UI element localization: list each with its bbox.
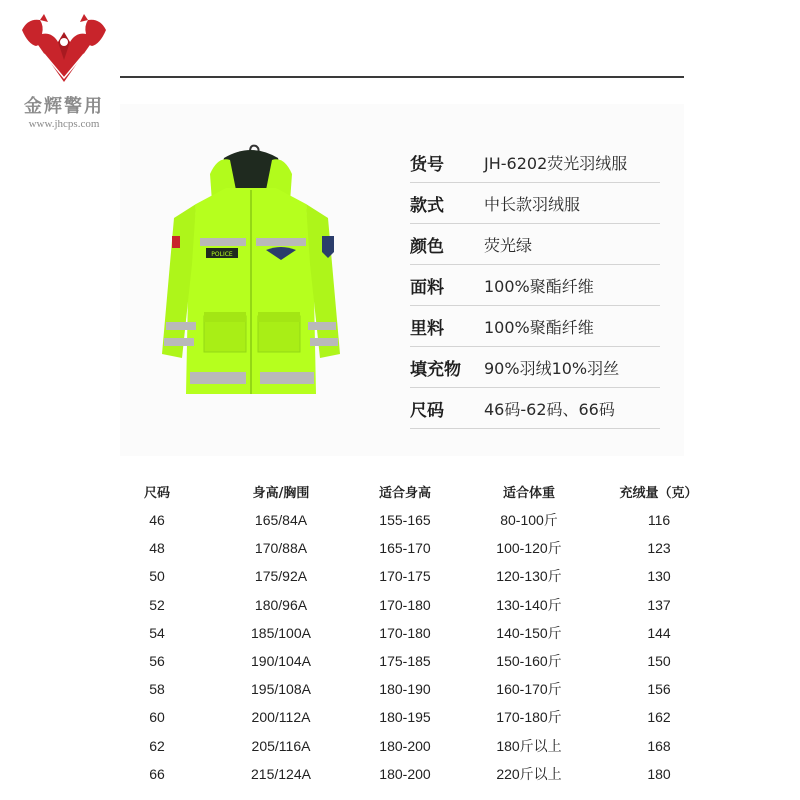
size-chart-table bbox=[95, 476, 715, 788]
spec-value: 100%聚酯纤维 bbox=[484, 317, 594, 337]
spec-row-filling bbox=[410, 347, 660, 388]
cell-size: 62 bbox=[149, 737, 165, 754]
cell-fit-height: 170-180 bbox=[379, 624, 431, 641]
table-row bbox=[95, 562, 715, 590]
horse-shield-logo-icon bbox=[14, 12, 114, 92]
table-row bbox=[95, 506, 715, 534]
cell-fit-height: 180-200 bbox=[379, 765, 431, 782]
spec-label: 里料 bbox=[410, 318, 444, 339]
cell-down-weight: 123 bbox=[647, 540, 671, 557]
brand-logo bbox=[8, 12, 118, 132]
column-header: 适合体重 bbox=[502, 485, 555, 501]
cell-height-chest: 165/84A bbox=[254, 512, 308, 529]
cell-height-chest: 215/124A bbox=[251, 765, 311, 782]
table-header-row bbox=[95, 476, 715, 506]
spec-label: 填充物 bbox=[410, 359, 461, 380]
cell-down-weight: 144 bbox=[647, 624, 671, 641]
brand-name: 金辉警用 bbox=[24, 96, 104, 117]
spec-value: 荧光绿 bbox=[484, 235, 533, 255]
spec-label: 货号 bbox=[410, 154, 444, 175]
table-row bbox=[95, 534, 715, 562]
spec-row-item-no bbox=[410, 142, 660, 183]
cell-down-weight: 150 bbox=[647, 653, 671, 670]
spec-row-color bbox=[410, 224, 660, 265]
cell-fit-height: 180-195 bbox=[379, 709, 431, 726]
cell-fit-height: 170-180 bbox=[379, 596, 431, 613]
cell-fit-height: 180-190 bbox=[379, 681, 431, 698]
cell-size: 58 bbox=[149, 681, 165, 698]
column-header: 适合身高 bbox=[378, 485, 431, 501]
spec-label: 尺码 bbox=[410, 400, 444, 421]
cell-fit-weight: 220斤以上 bbox=[496, 765, 562, 782]
header-divider bbox=[120, 76, 684, 78]
table-row bbox=[95, 703, 715, 731]
cell-height-chest: 175/92A bbox=[254, 568, 308, 585]
cell-fit-height: 155-165 bbox=[379, 512, 431, 529]
cell-height-chest: 185/100A bbox=[251, 624, 311, 641]
cell-down-weight: 162 bbox=[647, 709, 671, 726]
cell-size: 54 bbox=[149, 624, 165, 641]
cell-height-chest: 200/112A bbox=[251, 709, 311, 726]
cell-height-chest: 205/116A bbox=[251, 737, 311, 754]
spec-value: 100%聚酯纤维 bbox=[484, 276, 594, 296]
cell-size: 60 bbox=[149, 709, 165, 726]
cell-fit-weight: 170-180斤 bbox=[496, 709, 562, 726]
product-image bbox=[146, 144, 356, 418]
cell-down-weight: 137 bbox=[647, 596, 671, 613]
spec-value: 中长款羽绒服 bbox=[484, 194, 581, 214]
spec-value: 46码-62码、66码 bbox=[484, 399, 615, 419]
cell-height-chest: 195/108A bbox=[251, 681, 311, 698]
brand-url: www.jhcps.com bbox=[28, 118, 100, 130]
cell-down-weight: 116 bbox=[647, 512, 671, 529]
cell-size: 50 bbox=[149, 568, 165, 585]
table-row bbox=[95, 591, 715, 619]
cell-size: 56 bbox=[149, 653, 165, 670]
spec-value: 90%羽绒10%羽丝 bbox=[484, 358, 620, 378]
jacket-icon bbox=[146, 144, 356, 414]
cell-fit-weight: 80-100斤 bbox=[500, 512, 558, 529]
spec-row-lining bbox=[410, 306, 660, 347]
cell-down-weight: 130 bbox=[647, 568, 671, 585]
cell-down-weight: 156 bbox=[647, 681, 671, 698]
spec-row-style bbox=[410, 183, 660, 224]
cell-fit-weight: 120-130斤 bbox=[496, 568, 562, 585]
cell-fit-weight: 150-160斤 bbox=[496, 653, 562, 670]
spec-label: 颜色 bbox=[410, 236, 444, 257]
cell-fit-weight: 180斤以上 bbox=[496, 737, 562, 754]
cell-size: 66 bbox=[149, 765, 165, 782]
spec-label: 款式 bbox=[410, 195, 444, 216]
cell-height-chest: 180/96A bbox=[254, 596, 308, 613]
spec-row-fabric bbox=[410, 265, 660, 306]
cell-size: 48 bbox=[149, 540, 165, 557]
cell-height-chest: 170/88A bbox=[254, 540, 308, 557]
chest-badge-text: POLICE bbox=[211, 251, 233, 258]
spec-value: JH-6202荧光羽绒服 bbox=[484, 153, 628, 173]
cell-fit-weight: 130-140斤 bbox=[496, 596, 562, 613]
cell-fit-height: 175-185 bbox=[379, 653, 431, 670]
cell-fit-weight: 100-120斤 bbox=[496, 540, 562, 557]
cell-down-weight: 168 bbox=[647, 737, 671, 754]
column-header: 尺码 bbox=[143, 485, 170, 501]
spec-label: 面料 bbox=[410, 277, 444, 298]
table-row bbox=[95, 619, 715, 647]
cell-fit-height: 170-175 bbox=[379, 568, 431, 585]
cell-height-chest: 190/104A bbox=[251, 653, 311, 670]
cell-down-weight: 180 bbox=[647, 765, 671, 782]
table-row bbox=[95, 647, 715, 675]
cell-fit-weight: 160-170斤 bbox=[496, 681, 562, 698]
cell-size: 46 bbox=[149, 512, 165, 529]
cell-size: 52 bbox=[149, 596, 165, 613]
column-header: 充绒量（克） bbox=[619, 485, 698, 501]
cell-fit-weight: 140-150斤 bbox=[496, 624, 562, 641]
cell-fit-height: 180-200 bbox=[379, 737, 431, 754]
cell-fit-height: 165-170 bbox=[379, 540, 431, 557]
column-header: 身高/胸围 bbox=[252, 485, 310, 501]
table-row bbox=[95, 760, 715, 788]
table-row bbox=[95, 732, 715, 760]
product-card bbox=[120, 104, 684, 456]
table-row bbox=[95, 675, 715, 703]
spec-row-size bbox=[410, 388, 660, 429]
spec-list bbox=[410, 142, 660, 429]
